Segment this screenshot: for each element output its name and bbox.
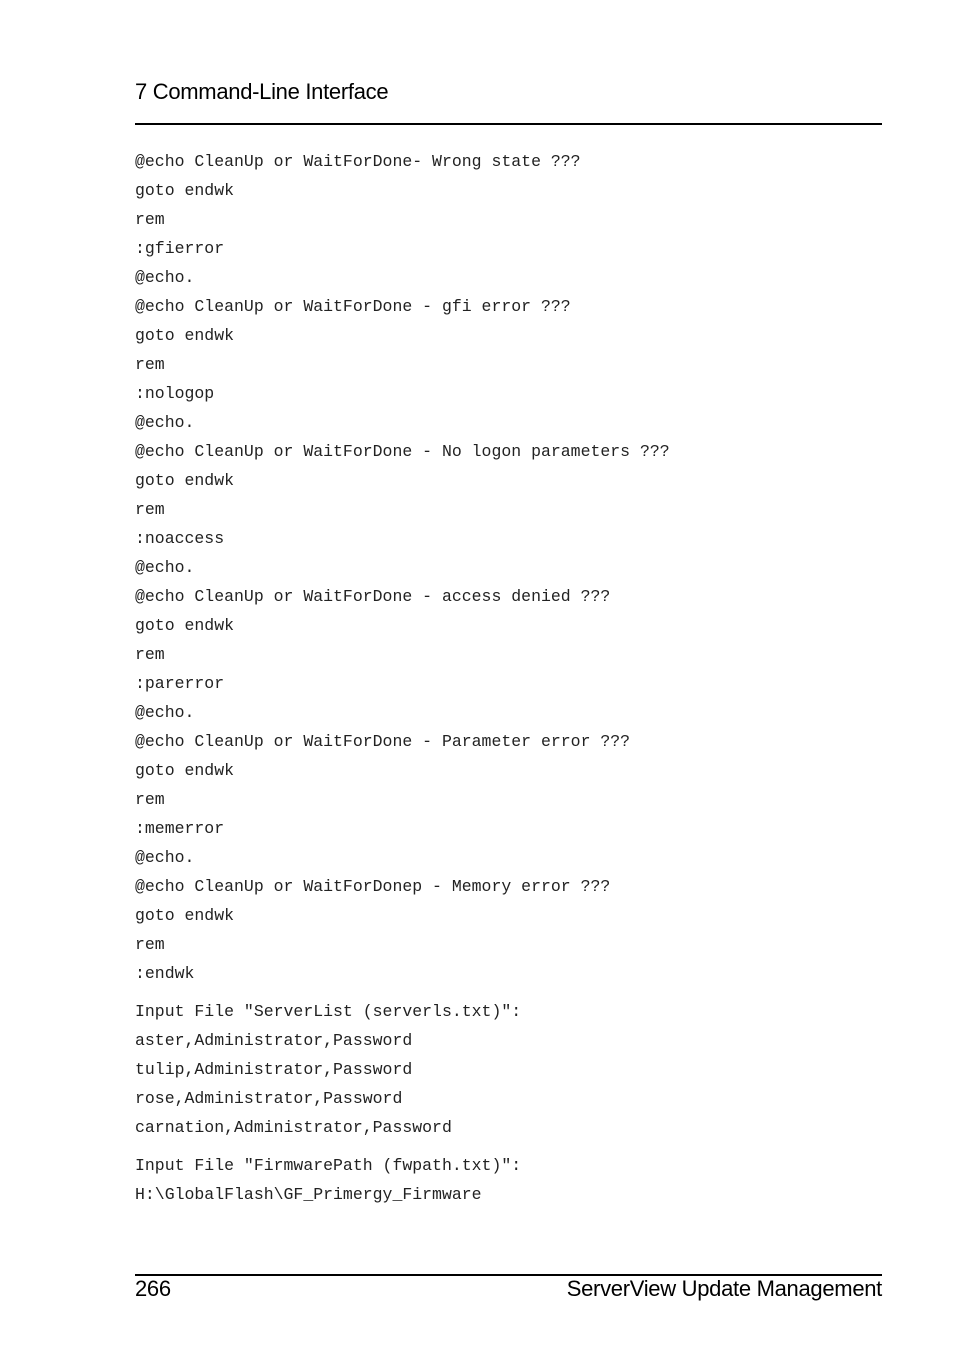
code-line: goto endwk (135, 181, 235, 200)
page-footer (135, 1275, 882, 1303)
code-line: @echo CleanUp or WaitForDone - access denied ??? (135, 587, 611, 606)
code-line: rem (135, 935, 165, 954)
code-line: goto endwk (135, 471, 235, 490)
code-line: @echo. (135, 848, 195, 867)
code-line: goto endwk (135, 906, 235, 925)
code-line: Input File "ServerList (serverls.txt)": (135, 1002, 522, 1021)
code-line: @echo. (135, 268, 195, 287)
code-line: rem (135, 500, 165, 519)
code-line: :parerror (135, 674, 225, 693)
code-line: H:\GlobalFlash\GF_Primergy_Firmware (135, 1185, 482, 1204)
code-line: rem (135, 645, 165, 664)
code-line: @echo CleanUp or WaitForDone - Parameter error ??? (135, 732, 631, 751)
header-rule (135, 123, 882, 125)
code-line: :endwk (135, 964, 195, 983)
code-line: rem (135, 210, 165, 229)
code-line: @echo. (135, 558, 195, 577)
code-line: rose,Administrator,Password (135, 1089, 403, 1108)
code-line: :memerror (135, 819, 225, 838)
fwpath-file-code (135, 1151, 882, 1209)
code-line: @echo CleanUp or WaitForDonep - Memory error ??? (135, 877, 611, 896)
code-line: @echo CleanUp or WaitForDone - No logon parameters ??? (135, 442, 670, 461)
code-line: @echo CleanUp or WaitForDone - gfi error ??? (135, 297, 571, 316)
chapter-title: 7 Command-Line Interface (135, 79, 389, 104)
code-line: @echo. (135, 703, 195, 722)
code-line: @echo. (135, 413, 195, 432)
code-line: goto endwk (135, 326, 235, 345)
code-line: rem (135, 790, 165, 809)
serverlist-file-code (135, 997, 882, 1142)
code-line: :noaccess (135, 529, 225, 548)
code-line: :gfierror (135, 239, 225, 258)
code-line: Input File "FirmwarePath (fwpath.txt)": (135, 1156, 522, 1175)
code-line: @echo CleanUp or WaitForDone- Wrong state ??? (135, 152, 581, 171)
product-name: ServerView Update Management (566, 1276, 882, 1301)
code-line: goto endwk (135, 761, 235, 780)
batch-script-code (135, 147, 882, 988)
code-line: rem (135, 355, 165, 374)
page-number: 266 (135, 1276, 171, 1301)
code-line: carnation,Administrator,Password (135, 1118, 452, 1137)
code-line: aster,Administrator,Password (135, 1031, 413, 1050)
code-line: tulip,Administrator,Password (135, 1060, 413, 1079)
page-header (135, 78, 882, 106)
code-line: goto endwk (135, 616, 235, 635)
code-line: :nologop (135, 384, 215, 403)
